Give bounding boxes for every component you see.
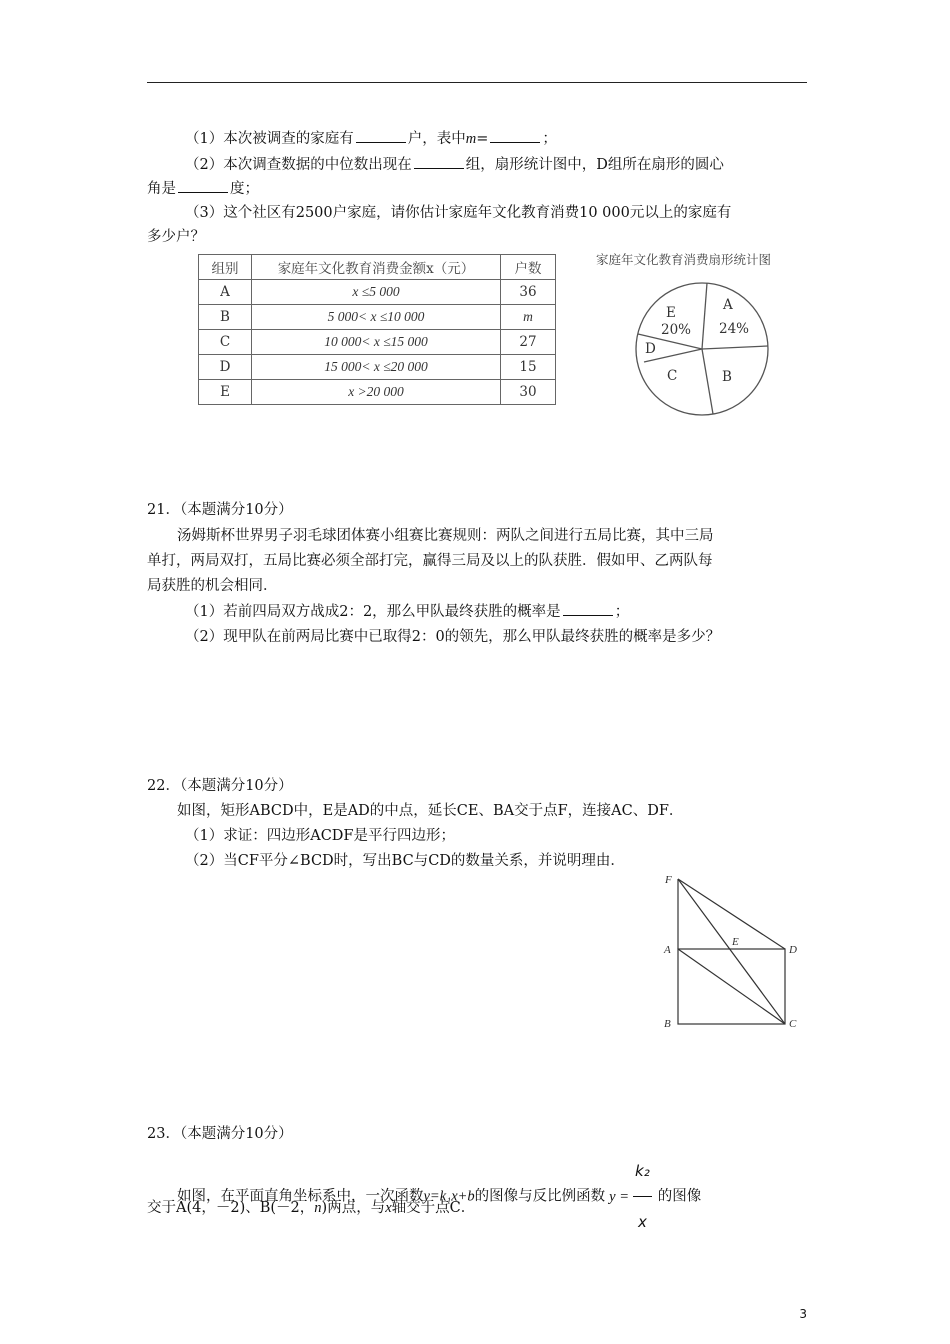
- answer-blank[interactable]: [563, 601, 613, 616]
- point-a-label: A: [664, 944, 671, 956]
- table-cell: A: [199, 280, 252, 305]
- table-cell: D: [199, 355, 252, 380]
- q23-text-line1: 如图，在平面直角坐标系中，一次函数y=k₁x+b的图像与反比例函数 y = $\frac{\text{k₂}}{x}$ 的图像: [177, 1146, 701, 1247]
- point-d-label: D: [789, 944, 797, 956]
- table-row: [199, 305, 556, 330]
- pie-title: 家庭年文化教育消费扇形统计图: [596, 252, 772, 267]
- pie-divider: [702, 349, 713, 414]
- q20-part1: （1）本次被调查的家庭有 户，表中m= ；: [185, 128, 557, 149]
- table-cell: 5 000< x ≤10 000: [252, 305, 501, 330]
- q21-part1: （1）若前四局双方战成2：2，那么甲队最终获胜的概率是 ；: [185, 601, 629, 622]
- rectangle-figure: [655, 866, 815, 1038]
- pie-label-d: D: [645, 341, 656, 357]
- pie-divider: [702, 346, 768, 349]
- q21-text: 局获胜的机会相同．: [147, 578, 278, 594]
- point-f-label: F: [665, 874, 672, 886]
- table-row: [199, 280, 556, 305]
- q20-part3-cont: 多少户？: [147, 229, 205, 245]
- table-cell: C: [199, 330, 252, 355]
- q20-part2: （2）本次调查数据的中位数出现在 组，扇形统计图中，D组所在扇形的圆心: [185, 154, 724, 175]
- q23-text-line2: 交于A(4，－2)、B(－2，n)两点，与x轴交于点C．: [147, 1200, 476, 1216]
- q20-part3: （3）这个社区有2500户家庭，请你估计家庭年文化教育消费10 000元以上的家庭有: [185, 205, 732, 221]
- answer-blank[interactable]: [414, 154, 464, 169]
- table-row: [199, 380, 556, 405]
- q21-text: 单打，两局双打，五局比赛必须全部打完，赢得三局及以上的队获胜．假如甲、乙两队每: [147, 553, 713, 569]
- table-header: 组别: [199, 255, 252, 280]
- table-row: [199, 355, 556, 380]
- segment-ac: [678, 949, 785, 1024]
- fraction-k2-over-x: $\frac{\text{k₂}}{x}$: [633, 1146, 652, 1247]
- header-rule: [147, 82, 807, 83]
- page-number: 3: [799, 1307, 807, 1321]
- pie-label-a-pct: 24%: [719, 321, 750, 337]
- q22-title: 22．（本题满分10分）: [147, 778, 293, 794]
- table-cell: B: [199, 305, 252, 330]
- table-cell: 15 000< x ≤20 000: [252, 355, 501, 380]
- segment-fc: [678, 879, 785, 1024]
- answer-blank[interactable]: [178, 178, 228, 193]
- table-row: [199, 330, 556, 355]
- pie-label-a: A: [723, 297, 733, 313]
- answer-blank[interactable]: [490, 128, 540, 143]
- q23-title: 23．（本题满分10分）: [147, 1126, 293, 1142]
- frequency-table: [198, 254, 556, 405]
- pie-chart: [628, 276, 778, 422]
- q22-part2: （2）当CF平分∠BCD时，写出BC与CD的数量关系，并说明理由．: [185, 853, 625, 869]
- point-e-label: E: [732, 936, 739, 948]
- pie-label-b: B: [722, 369, 732, 385]
- q20-part2-cont: 角是 度；: [147, 178, 259, 199]
- table-cell: 27: [501, 330, 556, 355]
- q21-text: 汤姆斯杯世界男子羽毛球团体赛小组赛比赛规则：两队之间进行五局比赛，其中三局: [177, 528, 714, 544]
- table-cell: 36: [501, 280, 556, 305]
- pie-label-e-pct: 20%: [661, 322, 692, 338]
- point-b-label: B: [664, 1018, 671, 1030]
- table-cell: x >20 000: [252, 380, 501, 405]
- table-cell: E: [199, 380, 252, 405]
- q22-part1: （1）求证：四边形ACDF是平行四边形；: [185, 828, 455, 844]
- table-cell: 10 000< x ≤15 000: [252, 330, 501, 355]
- pie-divider: [702, 283, 707, 349]
- q21-part2: （2）现甲队在前两局比赛中已取得2：0的领先，那么甲队最终获胜的概率是多少？: [185, 629, 721, 645]
- table-header: 户数: [501, 255, 556, 280]
- table-header-row: [199, 255, 556, 280]
- pie-label-c: C: [667, 368, 678, 384]
- q21-title: 21．（本题满分10分）: [147, 502, 293, 518]
- table-cell: m: [501, 305, 556, 330]
- table-cell: 15: [501, 355, 556, 380]
- q22-text: 如图，矩形ABCD中，E是AD的中点，延长CE、BA交于点F，连接AC、DF．: [177, 803, 684, 819]
- pie-label-e: E: [666, 305, 676, 321]
- answer-blank[interactable]: [356, 128, 406, 143]
- point-c-label: C: [789, 1018, 797, 1030]
- table-header: 家庭年文化教育消费金额x（元）: [252, 255, 501, 280]
- table-cell: x ≤5 000: [252, 280, 501, 305]
- table-cell: 30: [501, 380, 556, 405]
